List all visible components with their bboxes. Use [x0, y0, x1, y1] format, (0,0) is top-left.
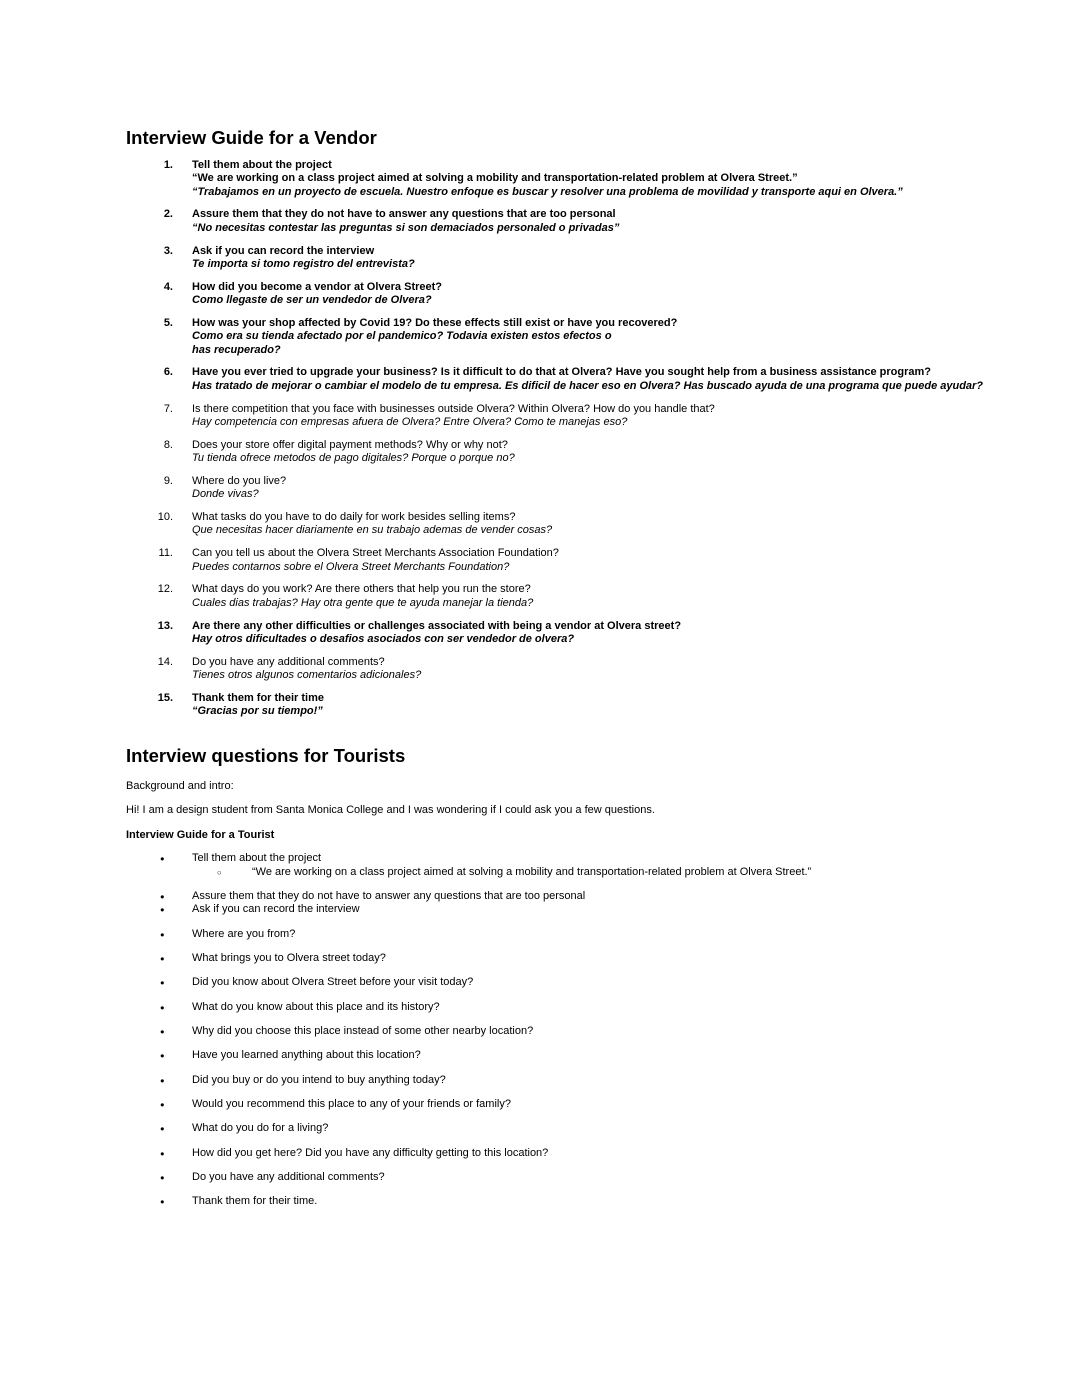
- question-text-block: [192, 547, 559, 574]
- english-question-line: Are there any other difficulties or challenges associated with being a vendor at Olvera street?: [192, 619, 682, 632]
- tourist-bullet-group-8: [126, 1049, 1020, 1062]
- vendor-question-15: [126, 692, 1020, 719]
- english-question-line: Can you tell us about the Olvera Street Merchants Association Foundation?: [192, 547, 559, 560]
- bullet-icon: ●: [160, 1148, 165, 1158]
- tourist-question-text: Where are you from?: [192, 927, 296, 940]
- tourist-question-text: What do you know about this place and its history?: [192, 1000, 440, 1013]
- tourist-question-text: What brings you to Olvera street today?: [192, 952, 386, 965]
- list-number: 12.: [157, 583, 173, 596]
- spanish-translation-line: “Trabajamos en un proyecto de escuela. Nuestro enfoque es buscar y resolver una problema de movilidad y transporte aqui en Olvera.”: [192, 185, 903, 198]
- vendor-question-3: [126, 245, 1020, 272]
- question-text-block: [192, 692, 324, 719]
- spanish-translation-line: “No necesitas contestar las preguntas si son demaciados personaled o privadas”: [192, 221, 620, 234]
- list-number: 10.: [157, 511, 173, 524]
- tourist-bullet-group-10: [126, 1098, 1020, 1111]
- list-number: 7.: [163, 402, 173, 415]
- bullet-icon: ●: [160, 1100, 165, 1110]
- vendor-question-14: [126, 656, 1020, 683]
- bullet-icon: ●: [160, 1027, 165, 1037]
- tourist-bullet-group-5: [126, 976, 1020, 989]
- tourist-question-item: [126, 1098, 1020, 1111]
- sub-bullet-text: “We are working on a class project aimed at solving a mobility and transportation-related problem at Olvera Street.”: [252, 865, 812, 878]
- list-number: 2.: [163, 208, 173, 221]
- vendor-question-1: [126, 159, 1020, 199]
- tourist-subheading: Interview Guide for a Tourist: [126, 829, 275, 842]
- english-question-line: How was your shop affected by Covid 19? Do these effects still exist or have you recovered?: [192, 316, 678, 329]
- bullet-icon: ●: [160, 954, 165, 964]
- vendor-question-9: [126, 475, 1020, 502]
- question-text-block: [192, 439, 515, 466]
- spanish-translation-line: Como llegaste de ser un vendedor de Olvera?: [192, 294, 432, 307]
- spanish-translation-line: Hay otros dificultades o desafios asociados con ser vendedor de olvera?: [192, 632, 575, 645]
- tourist-question-text: What do you do for a living?: [192, 1122, 329, 1135]
- list-number: 11.: [158, 547, 173, 560]
- spanish-translation-line: Como era su tienda afectado por el pandemico? Todavia existen estos efectos o: [192, 330, 612, 343]
- vendor-section-title: Interview Guide for a Vendor: [126, 127, 377, 148]
- tourist-intro-text: Hi! I am a design student from Santa Monica College and I was wondering if I could ask you a few questions.: [126, 804, 655, 817]
- question-text-block: [192, 317, 677, 357]
- list-number: 13.: [157, 619, 173, 632]
- tourist-question-text: Have you learned anything about this location?: [192, 1049, 421, 1062]
- english-question-line: Tell them about the project: [192, 159, 332, 171]
- english-question-line: How did you become a vendor at Olvera Street?: [192, 280, 443, 293]
- vendor-question-4: [126, 281, 1020, 308]
- english-question-line: What days do you work? Are there others that help you run the store?: [192, 583, 531, 596]
- bullet-icon: ●: [160, 892, 165, 902]
- vendor-question-2: [126, 208, 1020, 235]
- list-number: 15.: [157, 691, 173, 704]
- question-text-block: [192, 208, 619, 235]
- tourist-question-text: Ask if you can record the interview: [192, 903, 360, 916]
- spanish-translation-line: Has tratado de mejorar o cambiar el modelo de tu empresa. Es dificil de hacer eso en Olvera? Has buscado ayuda de una programa que puede ayudar?: [192, 379, 984, 392]
- tourist-question-item: [126, 1147, 1020, 1160]
- tourist-question-text: Why did you choose this place instead of some other nearby location?: [192, 1025, 534, 1038]
- vendor-question-11: [126, 547, 1020, 574]
- list-number: 1.: [163, 159, 173, 171]
- vendor-question-10: [126, 511, 1020, 538]
- bullet-icon: ●: [160, 929, 165, 939]
- tourist-bullet-group-2: [126, 890, 1020, 917]
- vendor-question-5: [126, 317, 1020, 357]
- english-question-line: Have you ever tried to upgrade your business? Is it difficult to do that at Olvera? Have you sought help from a business assistance program?: [192, 366, 931, 379]
- tourist-question-item: [126, 1195, 1020, 1208]
- tourist-question-text: Assure them that they do not have to answer any questions that are too personal: [192, 890, 586, 903]
- tourist-bullet-group-12: [126, 1147, 1020, 1160]
- tourist-question-item: [126, 1001, 1020, 1014]
- question-text-block: [192, 245, 415, 272]
- tourist-question-item: [126, 903, 1020, 916]
- question-text-block: [192, 403, 715, 430]
- spanish-translation-line: has recuperado?: [192, 343, 281, 356]
- spanish-translation-line: Te importa si tomo registro del entrevista?: [192, 257, 415, 270]
- tourist-question-item: [126, 928, 1020, 941]
- bullet-icon: ●: [160, 1002, 165, 1012]
- list-number: 6.: [163, 366, 173, 379]
- english-question-line: Thank them for their time: [192, 691, 325, 704]
- tourist-bullet-group-13: [126, 1171, 1020, 1184]
- tourist-question-text: Tell them about the project: [192, 852, 322, 865]
- bullet-icon: ●: [160, 978, 165, 988]
- background-intro-label: Background and intro:: [126, 779, 234, 792]
- spanish-translation-line: “Gracias por su tiempo!”: [192, 705, 323, 718]
- tourist-question-item: [126, 976, 1020, 989]
- tourist-question-text: Did you know about Olvera Street before your visit today?: [192, 976, 474, 989]
- tourist-bullet-group-11: [126, 1122, 1020, 1135]
- tourist-question-item: [126, 890, 1020, 903]
- tourist-question-text: Would you recommend this place to any of your friends or family?: [192, 1098, 511, 1111]
- tourist-sub-bullet: [126, 866, 1020, 879]
- list-number: 4.: [163, 280, 173, 293]
- question-text-block: [192, 281, 442, 308]
- bullet-icon: ●: [160, 1173, 165, 1183]
- tourist-question-text: Thank them for their time.: [192, 1195, 318, 1208]
- tourist-bullet-group-4: [126, 952, 1020, 965]
- english-question-line: Is there competition that you face with businesses outside Olvera? Within Olvera? How do you handle that?: [192, 402, 715, 415]
- tourist-question-item: [126, 1049, 1020, 1062]
- spanish-translation-line: Puedes contarnos sobre el Olvera Street Merchants Foundation?: [192, 560, 510, 573]
- tourist-bullet-group-3: [126, 928, 1020, 941]
- english-question-line: Do you have any additional comments?: [192, 655, 385, 668]
- tourist-question-text: How did you get here? Did you have any difficulty getting to this location?: [192, 1146, 549, 1159]
- list-number: 5.: [163, 316, 173, 329]
- tourist-bullet-group-9: [126, 1074, 1020, 1087]
- english-question-line: Assure them that they do not have to answer any questions that are too personal: [192, 208, 616, 221]
- bullet-icon: ●: [160, 1051, 165, 1061]
- spanish-translation-line: Donde vivas?: [192, 488, 259, 501]
- spanish-translation-line: Que necesitas hacer diariamente en su trabajo ademas de vender cosas?: [192, 524, 553, 537]
- vendor-question-list: [126, 159, 1020, 719]
- tourist-question-item: [126, 1025, 1020, 1038]
- bullet-icon: ●: [160, 1124, 165, 1134]
- tourist-question-item: [126, 852, 1020, 865]
- list-number: 3.: [163, 244, 173, 257]
- tourist-section-title: Interview questions for Tourists: [126, 744, 406, 766]
- english-question-line: “We are working on a class project aimed at solving a mobility and transportation-related problem at Olvera Street.”: [192, 172, 798, 185]
- tourist-question-item: [126, 1074, 1020, 1087]
- bullet-icon: ●: [160, 905, 165, 915]
- english-question-line: Does your store offer digital payment methods? Why or why not?: [192, 438, 508, 451]
- tourist-question-list: [126, 852, 1020, 1208]
- question-text-block: [192, 511, 552, 538]
- english-question-line: What tasks do you have to do daily for work besides selling items?: [192, 511, 516, 524]
- tourist-question-item: [126, 952, 1020, 965]
- question-text-block: [192, 475, 286, 502]
- english-question-line: Where do you live?: [192, 474, 287, 487]
- english-question-line: Ask if you can record the interview: [192, 244, 375, 257]
- tourist-bullet-group-1: [126, 852, 1020, 879]
- spanish-translation-line: Cuales dias trabajas? Hay otra gente que te ayuda manejar la tienda?: [192, 596, 534, 609]
- list-number: 9.: [163, 474, 173, 487]
- vendor-question-13: [126, 620, 1020, 647]
- bullet-icon: ●: [160, 854, 165, 864]
- spanish-translation-line: Tienes otros algunos comentarios adicionales?: [192, 669, 422, 682]
- tourist-question-item: [126, 1122, 1020, 1135]
- tourist-bullet-group-7: [126, 1025, 1020, 1038]
- list-number: 14.: [157, 655, 173, 668]
- question-text-block: [192, 656, 421, 683]
- sub-bullet-icon: ○: [217, 867, 222, 877]
- tourist-bullet-group-6: [126, 1001, 1020, 1014]
- vendor-question-6: [126, 366, 1020, 393]
- question-text-block: [192, 583, 533, 610]
- bullet-icon: ●: [160, 1197, 165, 1207]
- question-text-block: [192, 620, 681, 647]
- tourist-question-item: [126, 1171, 1020, 1184]
- spanish-translation-line: Hay competencia con empresas afuera de Olvera? Entre Olvera? Como te manejas eso?: [192, 415, 628, 428]
- tourist-question-text: Do you have any additional comments?: [192, 1171, 385, 1184]
- tourist-question-text: Did you buy or do you intend to buy anything today?: [192, 1073, 446, 1086]
- spanish-translation-line: Tu tienda ofrece metodos de pago digitales? Porque o porque no?: [192, 452, 515, 465]
- vendor-question-7: [126, 403, 1020, 430]
- tourist-bullet-group-14: [126, 1195, 1020, 1208]
- vendor-question-12: [126, 583, 1020, 610]
- question-text-block: [192, 159, 903, 199]
- bullet-icon: ●: [160, 1075, 165, 1085]
- list-number: 8.: [163, 438, 173, 451]
- vendor-question-8: [126, 439, 1020, 466]
- question-text-block: [192, 366, 983, 393]
